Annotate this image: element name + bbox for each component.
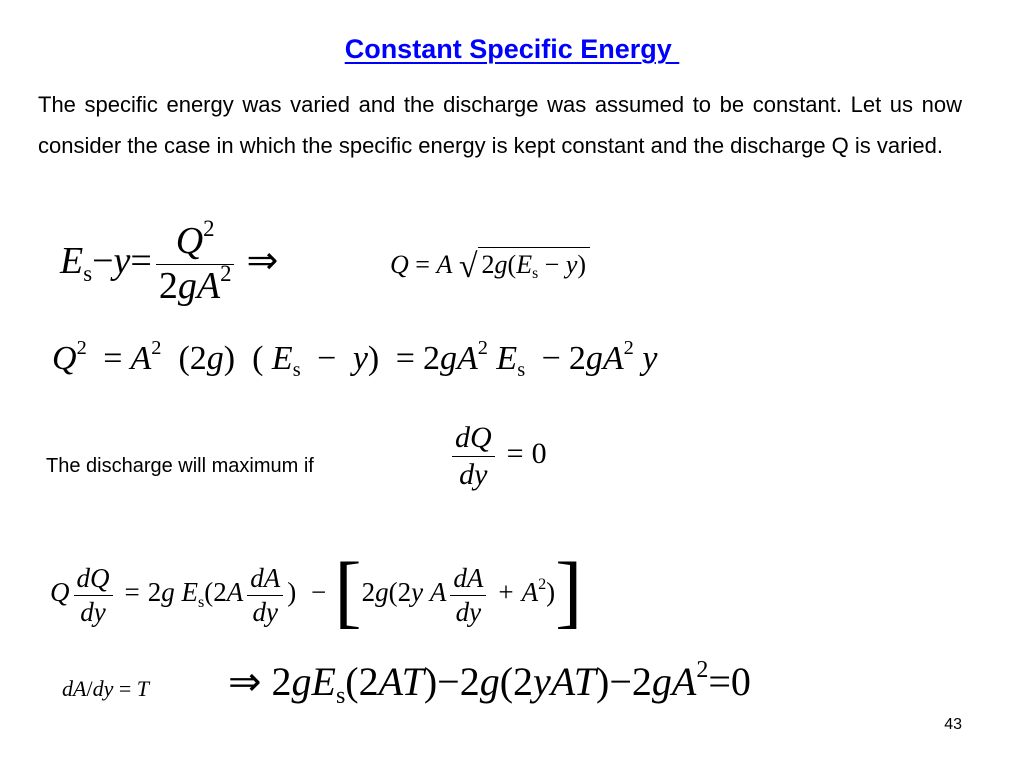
slide-title: Constant Specific Energy [344,34,680,64]
equation-final: ⇒ $2gE_s(2AT)-2g(2yAT)-2gA^2=0$ [228,657,751,710]
fraction-dq-dy-2: $\frac{dQ}{dy}$ [74,564,113,626]
equation-specific-energy: $E_s-y=$ $\frac{Q^2}{2gA^2}$ ⇒ [60,215,279,307]
fraction-da-dy: $\frac{dA}{dy}$ [247,564,283,626]
equation-derivative: Q $\frac{dQ}{dy}$ = 2g $E_s(2A$ $\frac{dA}{dy}$ ) −[2g(2y A $\frac{dA}{dy}$ + $A^2$)] [50,545,583,636]
equation-da-dy-t: dA/dy = T [62,676,150,701]
max-condition-label: The discharge will maximum if [46,455,314,477]
equation-discharge-sqrt: Q = A √ $2g(E_s - y)$ [390,244,590,282]
fraction-q2-over-2ga2: $\frac{Q^2}{2gA^2}$ [156,222,235,307]
equation-dq-dy-zero: $\frac{dQ}{dy}$ = 0 [448,422,547,490]
intro-paragraph: The specific energy was varied and the discharge was assumed to be constant. Let us now consider the case in which the specific energy is kept constant and the discharge Q is varied. [38,92,962,158]
equation-q-squared: $Q^2 = A^2$ (2g) ( $E_s - y) = 2gA^2$ $E_s - 2gA^2$ y [52,336,658,382]
page-number: 43 [944,716,962,733]
fraction-dq-dy: $\frac{dQ}{dy}$ [452,422,495,490]
fraction-da-dy-2: $\frac{dA}{dy}$ [450,564,486,626]
